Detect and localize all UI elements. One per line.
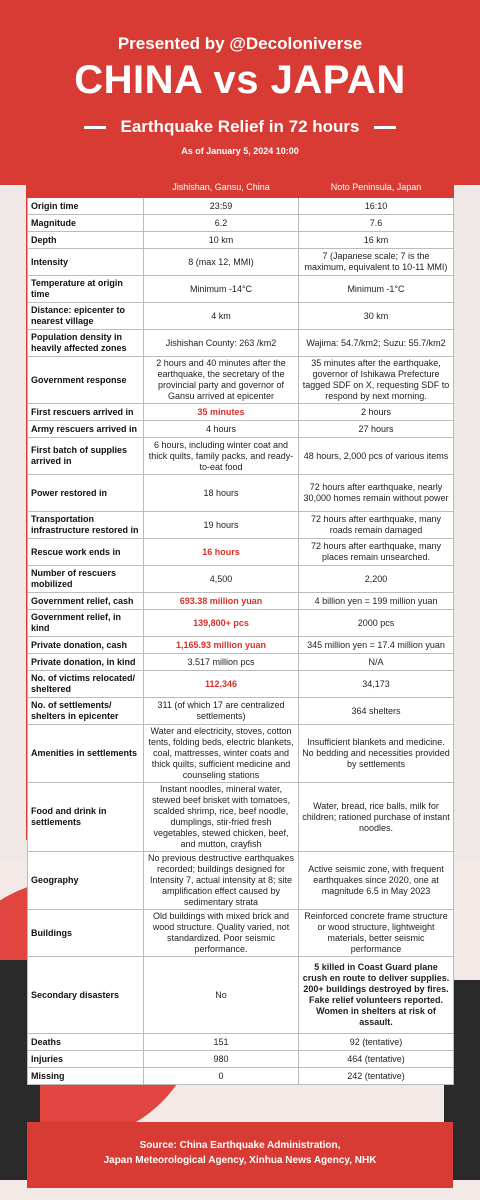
japan-value: Insufficient blankets and medicine. No bedding and necessities provided by settlements bbox=[299, 725, 454, 783]
china-value: 311 (of which 17 are centralized settlements) bbox=[144, 698, 299, 725]
china-value: Old buildings with mixed brick and wood structure. Quality varied, not standardized. Poor seismic performance. bbox=[144, 910, 299, 957]
table-row bbox=[28, 303, 454, 330]
source-line-2: Japan Meteorological Agency, Xinhua News Agency, NHK bbox=[103, 1155, 377, 1166]
table-row bbox=[28, 566, 454, 593]
table-row bbox=[28, 783, 454, 852]
row-label: Temperature at origin time bbox=[28, 276, 144, 303]
japan-value: 7 (Japanese scale; 7 is the maximum, equivalent to 10-11 MMI) bbox=[299, 249, 454, 276]
table-row bbox=[28, 357, 454, 404]
japan-value: 345 million yen = 17.4 million yuan bbox=[299, 637, 454, 654]
japan-value: 2 hours bbox=[299, 404, 454, 421]
china-value: 112,346 bbox=[144, 671, 299, 698]
row-label: Deaths bbox=[28, 1034, 144, 1051]
table-row bbox=[28, 852, 454, 910]
table-row bbox=[28, 593, 454, 610]
dash-right bbox=[374, 126, 396, 129]
table-row bbox=[28, 957, 454, 1034]
china-value: 2 hours and 40 minutes after the earthquake, the secretary of the provincial party and governor of Gansu arrived at epicenter bbox=[144, 357, 299, 404]
china-value: 19 hours bbox=[144, 512, 299, 539]
row-label: First batch of supplies arrived in bbox=[28, 438, 144, 475]
row-label: Injuries bbox=[28, 1051, 144, 1068]
table-row bbox=[28, 1034, 454, 1051]
japan-value: 16 km bbox=[299, 232, 454, 249]
japan-value: Water, bread, rice balls, milk for children; rationed purchase of instant noodles. bbox=[299, 783, 454, 852]
china-value: Water and electricity, stoves, cotton tents, folding beds, electric blankets, coal, mattresses, winter coats and thick quilts, sufficient medicine and counseling stations bbox=[144, 725, 299, 783]
row-label: Amenities in settlements bbox=[28, 725, 144, 783]
row-label: Origin time bbox=[28, 198, 144, 215]
china-value: 693.38 million yuan bbox=[144, 593, 299, 610]
china-value: 151 bbox=[144, 1034, 299, 1051]
china-value: 980 bbox=[144, 1051, 299, 1068]
japan-value: 5 killed in Coast Guard plane crush en route to deliver supplies. 200+ buildings destroyed by fires. Fake relief volunteers reported. Women in shelters at risk of assault. bbox=[299, 957, 454, 1034]
presented-by: Presented by @Decoloniverse bbox=[117, 34, 363, 53]
japan-value: N/A bbox=[299, 654, 454, 671]
japan-value: 27 hours bbox=[299, 421, 454, 438]
japan-value: 72 hours after earthquake, many places remain unsearched. bbox=[299, 539, 454, 566]
japan-value: 92 (tentative) bbox=[299, 1034, 454, 1051]
table-row bbox=[28, 725, 454, 783]
table-row bbox=[28, 276, 454, 303]
table-row bbox=[28, 198, 454, 215]
row-label: Missing bbox=[28, 1068, 144, 1085]
table-row bbox=[28, 1068, 454, 1085]
japan-value: 464 (tentative) bbox=[299, 1051, 454, 1068]
japan-value: Wajima: 54.7/km2; Suzu: 55.7/km2 bbox=[299, 330, 454, 357]
table-row bbox=[28, 215, 454, 232]
japan-value: 242 (tentative) bbox=[299, 1068, 454, 1085]
china-value: 4 km bbox=[144, 303, 299, 330]
row-label: No. of victims relocated/ sheltered bbox=[28, 671, 144, 698]
row-label: Secondary disasters bbox=[28, 957, 144, 1034]
row-label: Government response bbox=[28, 357, 144, 404]
china-value: Minimum -14°C bbox=[144, 276, 299, 303]
table-row bbox=[28, 330, 454, 357]
table-row bbox=[28, 512, 454, 539]
comparison-table-wrap bbox=[27, 177, 453, 1085]
japan-value: 72 hours after earthquake, nearly 30,000 homes remain without power bbox=[299, 475, 454, 512]
japan-value: 7.6 bbox=[299, 215, 454, 232]
row-label: Government relief, cash bbox=[28, 593, 144, 610]
china-value: Instant noodles, mineral water, stewed beef brisket with tomatoes, scalded shrimp, rice, beef noodle, dumplings, stir-fried fresh vegetables, stewed chicken, beef, and mutton, crayfish bbox=[144, 783, 299, 852]
japan-value: 72 hours after earthquake, many roads remain damaged bbox=[299, 512, 454, 539]
as-of-date: As of January 5, 2024 10:00 bbox=[181, 146, 299, 156]
china-value: 0 bbox=[144, 1068, 299, 1085]
row-label: Government relief, in kind bbox=[28, 610, 144, 637]
china-value: 4 hours bbox=[144, 421, 299, 438]
table-row bbox=[28, 698, 454, 725]
header-label-cell bbox=[28, 178, 144, 198]
row-label: Magnitude bbox=[28, 215, 144, 232]
row-label: First rescuers arrived in bbox=[28, 404, 144, 421]
table-row bbox=[28, 475, 454, 512]
china-value: 4,500 bbox=[144, 566, 299, 593]
row-label: Depth bbox=[28, 232, 144, 249]
china-value: 35 minutes bbox=[144, 404, 299, 421]
table-header-row bbox=[28, 178, 454, 198]
japan-value: 30 km bbox=[299, 303, 454, 330]
side-panel-right bbox=[454, 160, 480, 860]
subtitle-row bbox=[0, 117, 480, 137]
china-value: 8 (max 12, MMI) bbox=[144, 249, 299, 276]
row-label: Intensity bbox=[28, 249, 144, 276]
row-label: Army rescuers arrived in bbox=[28, 421, 144, 438]
table-body bbox=[28, 198, 454, 1085]
row-label: Number of rescuers mobilized bbox=[28, 566, 144, 593]
page-title: CHINA vs JAPAN bbox=[74, 58, 406, 102]
table-row bbox=[28, 539, 454, 566]
table-row bbox=[28, 438, 454, 475]
page-subtitle: Earthquake Relief in 72 hours bbox=[120, 117, 360, 136]
china-value: 23:59 bbox=[144, 198, 299, 215]
row-label: Population density in heavily affected zones bbox=[28, 330, 144, 357]
china-value: No bbox=[144, 957, 299, 1034]
row-label: Buildings bbox=[28, 910, 144, 957]
table-row bbox=[28, 654, 454, 671]
row-label: Power restored in bbox=[28, 475, 144, 512]
table-row bbox=[28, 249, 454, 276]
japan-value: 16:10 bbox=[299, 198, 454, 215]
table-row bbox=[28, 671, 454, 698]
china-value: No previous destructive earthquakes recorded; buildings designed for Intensity 7, actual intensity at 8; site amplification effect caused by sedimentary strata bbox=[144, 852, 299, 910]
china-value: 6.2 bbox=[144, 215, 299, 232]
comparison-table bbox=[27, 177, 454, 1085]
header-japan: Noto Peninsula, Japan bbox=[299, 178, 454, 198]
japan-value: 34,173 bbox=[299, 671, 454, 698]
japan-value: 2,200 bbox=[299, 566, 454, 593]
table-row bbox=[28, 421, 454, 438]
dash-left bbox=[84, 126, 106, 129]
japan-value: Active seismic zone, with frequent earthquakes since 2020, one at magnitude 6.5 in May 2023 bbox=[299, 852, 454, 910]
row-label: Rescue work ends in bbox=[28, 539, 144, 566]
header-china: Jishishan, Gansu, China bbox=[144, 178, 299, 198]
source-footer bbox=[27, 1122, 453, 1188]
china-value: 10 km bbox=[144, 232, 299, 249]
row-label: Food and drink in settlements bbox=[28, 783, 144, 852]
row-label: Geography bbox=[28, 852, 144, 910]
china-value: 139,800+ pcs bbox=[144, 610, 299, 637]
table-row bbox=[28, 404, 454, 421]
japan-value: 48 hours, 2,000 pcs of various items bbox=[299, 438, 454, 475]
table-row bbox=[28, 637, 454, 654]
japan-value: 2000 pcs bbox=[299, 610, 454, 637]
source-line-1: Source: China Earthquake Administration, bbox=[139, 1140, 341, 1151]
poster-header bbox=[0, 0, 480, 185]
row-label: Distance: epicenter to nearest village bbox=[28, 303, 144, 330]
table-row bbox=[28, 910, 454, 957]
row-label: No. of settlements/ shelters in epicenter bbox=[28, 698, 144, 725]
china-value: Jishishan County: 263 /km2 bbox=[144, 330, 299, 357]
japan-value: 4 billion yen = 199 million yuan bbox=[299, 593, 454, 610]
china-value: 3.517 million pcs bbox=[144, 654, 299, 671]
china-value: 1,165.93 million yuan bbox=[144, 637, 299, 654]
row-label: Private donation, in kind bbox=[28, 654, 144, 671]
table-row bbox=[28, 610, 454, 637]
row-label: Private donation, cash bbox=[28, 637, 144, 654]
japan-value: Reinforced concrete frame structure or wood structure, lightweight materials, better seismic performance bbox=[299, 910, 454, 957]
japan-value: Minimum -1°C bbox=[299, 276, 454, 303]
side-panel-left bbox=[0, 160, 26, 860]
japan-value: 35 minutes after the earthquake, governor of Ishikawa Prefecture tagged SDF on X, requesting SDF to respond by next morning. bbox=[299, 357, 454, 404]
table-row bbox=[28, 1051, 454, 1068]
japan-value: 364 shelters bbox=[299, 698, 454, 725]
china-value: 18 hours bbox=[144, 475, 299, 512]
row-label: Transportation infrastructure restored in bbox=[28, 512, 144, 539]
table-row bbox=[28, 232, 454, 249]
china-value: 16 hours bbox=[144, 539, 299, 566]
china-value: 6 hours, including winter coat and thick quilts, family packs, and ready-to-eat food bbox=[144, 438, 299, 475]
